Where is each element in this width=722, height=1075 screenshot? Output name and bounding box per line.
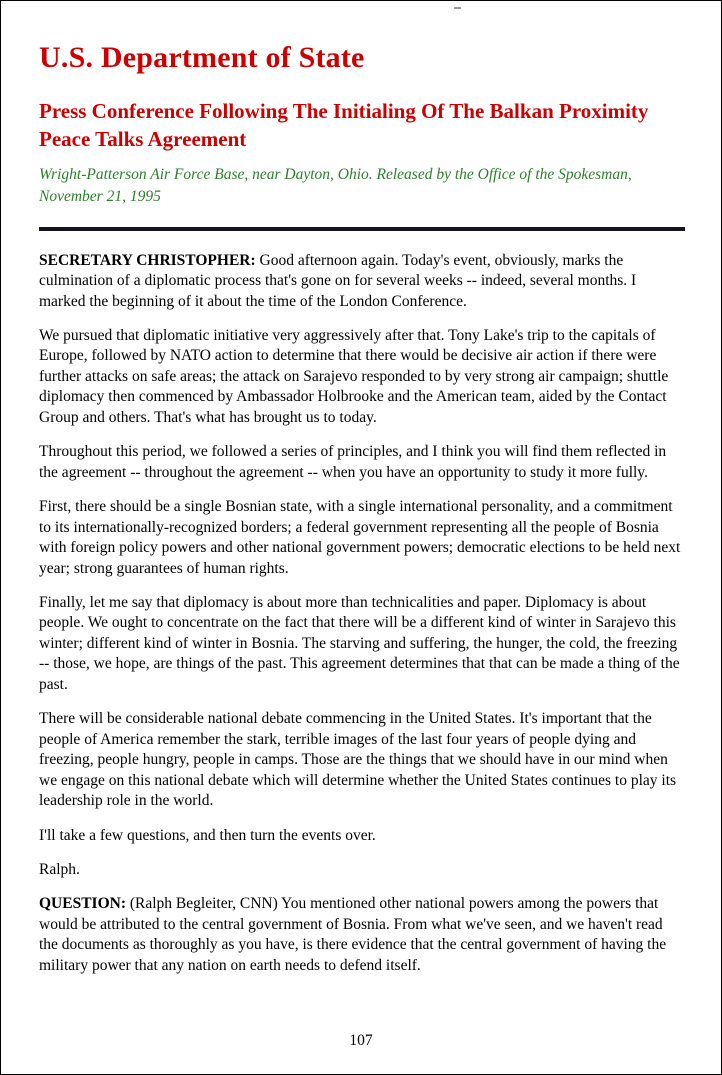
paragraph: SECRETARY CHRISTOPHER: Good afternoon again. Today's event, obviously, marks the culmination of a diplomatic process that's gone on for several weeks -- indeed, several months. I marked the beginning of it about the time of the London Conference. — [39, 251, 637, 310]
paragraph: First, there should be a single Bosnian state, with a single international personality, and a commitment to its internationally-recognized borders; a federal government representing all the people of Bosnia with foreign policy powers and other national government powers; democratic elections to be held next year; strong guarantees of human rights. — [39, 498, 681, 577]
scan-artifact — [454, 7, 461, 9]
page-number: 107 — [349, 1032, 373, 1049]
speaker-label: QUESTION: — [39, 895, 126, 913]
paragraph: Ralph. — [39, 860, 80, 878]
paragraph: QUESTION: (Ralph Begleiter, CNN) You mentioned other national powers among the powers that would be attributed to the central government of Bosnia. From what we've seen, and we haven't read the documents as thoroughly as you have, is there evidence that the central government of having the military power that any nation on earth needs to defend itself. — [39, 895, 667, 974]
page-title: U.S. Department of State — [39, 41, 365, 74]
speaker-label: SECRETARY CHRISTOPHER: — [39, 251, 256, 269]
paragraph: I'll take a few questions, and then turn the events over. — [39, 826, 376, 844]
paragraph: We pursued that diplomatic initiative very aggressively after that. Tony Lake's trip to the capitals of Europe, followed by NATO action to determine that there would be decisive air action if there were further attacks on safe areas; the attack on Sarajevo responded to by very strong air campaign; shuttle diplomacy then commenced by Ambassador Holbrooke and the American team, aided by the Contact Group and others. That's what has brought us to today. — [39, 326, 669, 426]
paragraph: There will be considerable national debate commencing in the United States. It's important that the people of America remember the stark, terrible images of the last four years of people dying and freezing, people hungry, people in camps. Those are the things that we should have in our mind when we engage on this national debate which will determine whether the United States continues to play its leadership role in the world. — [39, 710, 677, 810]
dateline: Wright-Patterson Air Force Base, near Dayton, Ohio. Released by the Office of the Spokesman, November 21, 1995 — [39, 165, 632, 206]
body-paragraphs — [39, 251, 685, 977]
paragraph: Throughout this period, we followed a series of principles, and I think you will find them reflected in the agreement -- throughout the agreement -- when you have an opportunity to study it more fully. — [39, 443, 667, 481]
divider-rule — [39, 227, 685, 231]
paragraph: Finally, let me say that diplomacy is about more than technicalities and paper. Diplomacy is about people. We ought to concentrate on the fact that there will be a different kind of winter in Sarajevo this winter; different kind of winter in Bosnia. The starving and suffering, the hunger, the cold, the freezing -- those, we hope, are things of the past. This agreement determines that that can be made a thing of the past. — [39, 593, 680, 693]
document-subtitle: Press Conference Following The Initialing Of The Balkan Proximity Peace Talks Agreement — [39, 99, 649, 152]
